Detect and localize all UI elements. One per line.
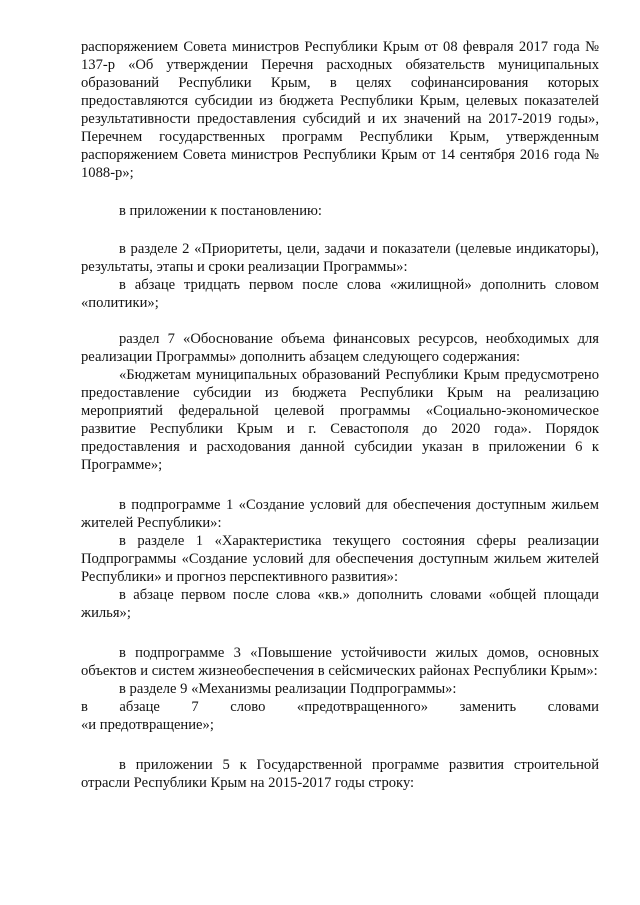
paragraph-subprogram-3: в подпрограмме 3 «Повышение устойчивости жилых домов, основных объектов и систем жизнеобеспечения в сейсмических районах Республики Крым»: bbox=[81, 645, 599, 679]
paragraph-section-7-content: «Бюджетам муниципальных образований Республики Крым предусмотрено предоставление субсидии из бюджета Республики Крым на реализацию мероприятий федеральной целевой программы «Социально-экономическое развитие Республики Крым и г. Севастополя до 2020 года». Порядок предоставления и расходования данной субсидии указан в приложении 6 к Программе»; bbox=[81, 367, 599, 473]
paragraph-subprogram-1-section-1: в разделе 1 «Характеристика текущего состояния сферы реализации Подпрограммы «Создание условий для обеспечения доступным жильем жителей Республики» и прогноз перспективного развития»: bbox=[81, 533, 599, 585]
paragraph-section-2-amendment: в абзаце тридцать первом после слова «жилищной» дополнить словом «политики»; bbox=[81, 277, 599, 311]
paragraph-decree-reference: распоряжением Совета министров Республики Крым от 08 февраля 2017 года № 137-р «Об утверждении Перечня расходных обязательств муниципальных образований Республики Крым, в целях софинансирования которых предоставляются субсидии из бюджета Республики Крым, целевых показателей результативности предоставления субсидий и их значений на 2017-2019 годы», Перечнем государственных программ Республики Крым, утвержденным распоряжением Совета министров Республики Крым от 14 сентября 2016 года № 1088-р»; bbox=[81, 39, 599, 181]
paragraph-subprogram-1: в подпрограмме 1 «Создание условий для обеспечения доступным жильем жителей Республики»: bbox=[81, 497, 599, 531]
paragraph-section-7: раздел 7 «Обоснование объема финансовых ресурсов, необходимых для реализации Программы» дополнить абзацем следующего содержания: bbox=[81, 331, 599, 365]
paragraph-subprogram-3-amendment: в абзаце 7 слово «предотвращенного» заменить словами bbox=[81, 699, 599, 715]
paragraph-annex-intro: в приложении к постановлению: bbox=[119, 203, 322, 219]
paragraph-section-2: в разделе 2 «Приоритеты, цели, задачи и показатели (целевые индикаторы), результаты, этапы и сроки реализации Программы»: bbox=[81, 241, 599, 275]
paragraph-subprogram-3-section-9: в разделе 9 «Механизмы реализации Подпрограммы»: bbox=[119, 681, 457, 697]
document-body bbox=[81, 38, 599, 792]
paragraph-subprogram-3-amendment-end: «и предотвращение»; bbox=[81, 717, 214, 733]
paragraph-subprogram-1-amendment: в абзаце первом после слова «кв.» дополнить словами «общей площади жилья»; bbox=[81, 587, 599, 621]
paragraph-annex-5: в приложении 5 к Государственной программе развития строительной отрасли Республики Крым на 2015-2017 годы строку: bbox=[81, 757, 599, 791]
